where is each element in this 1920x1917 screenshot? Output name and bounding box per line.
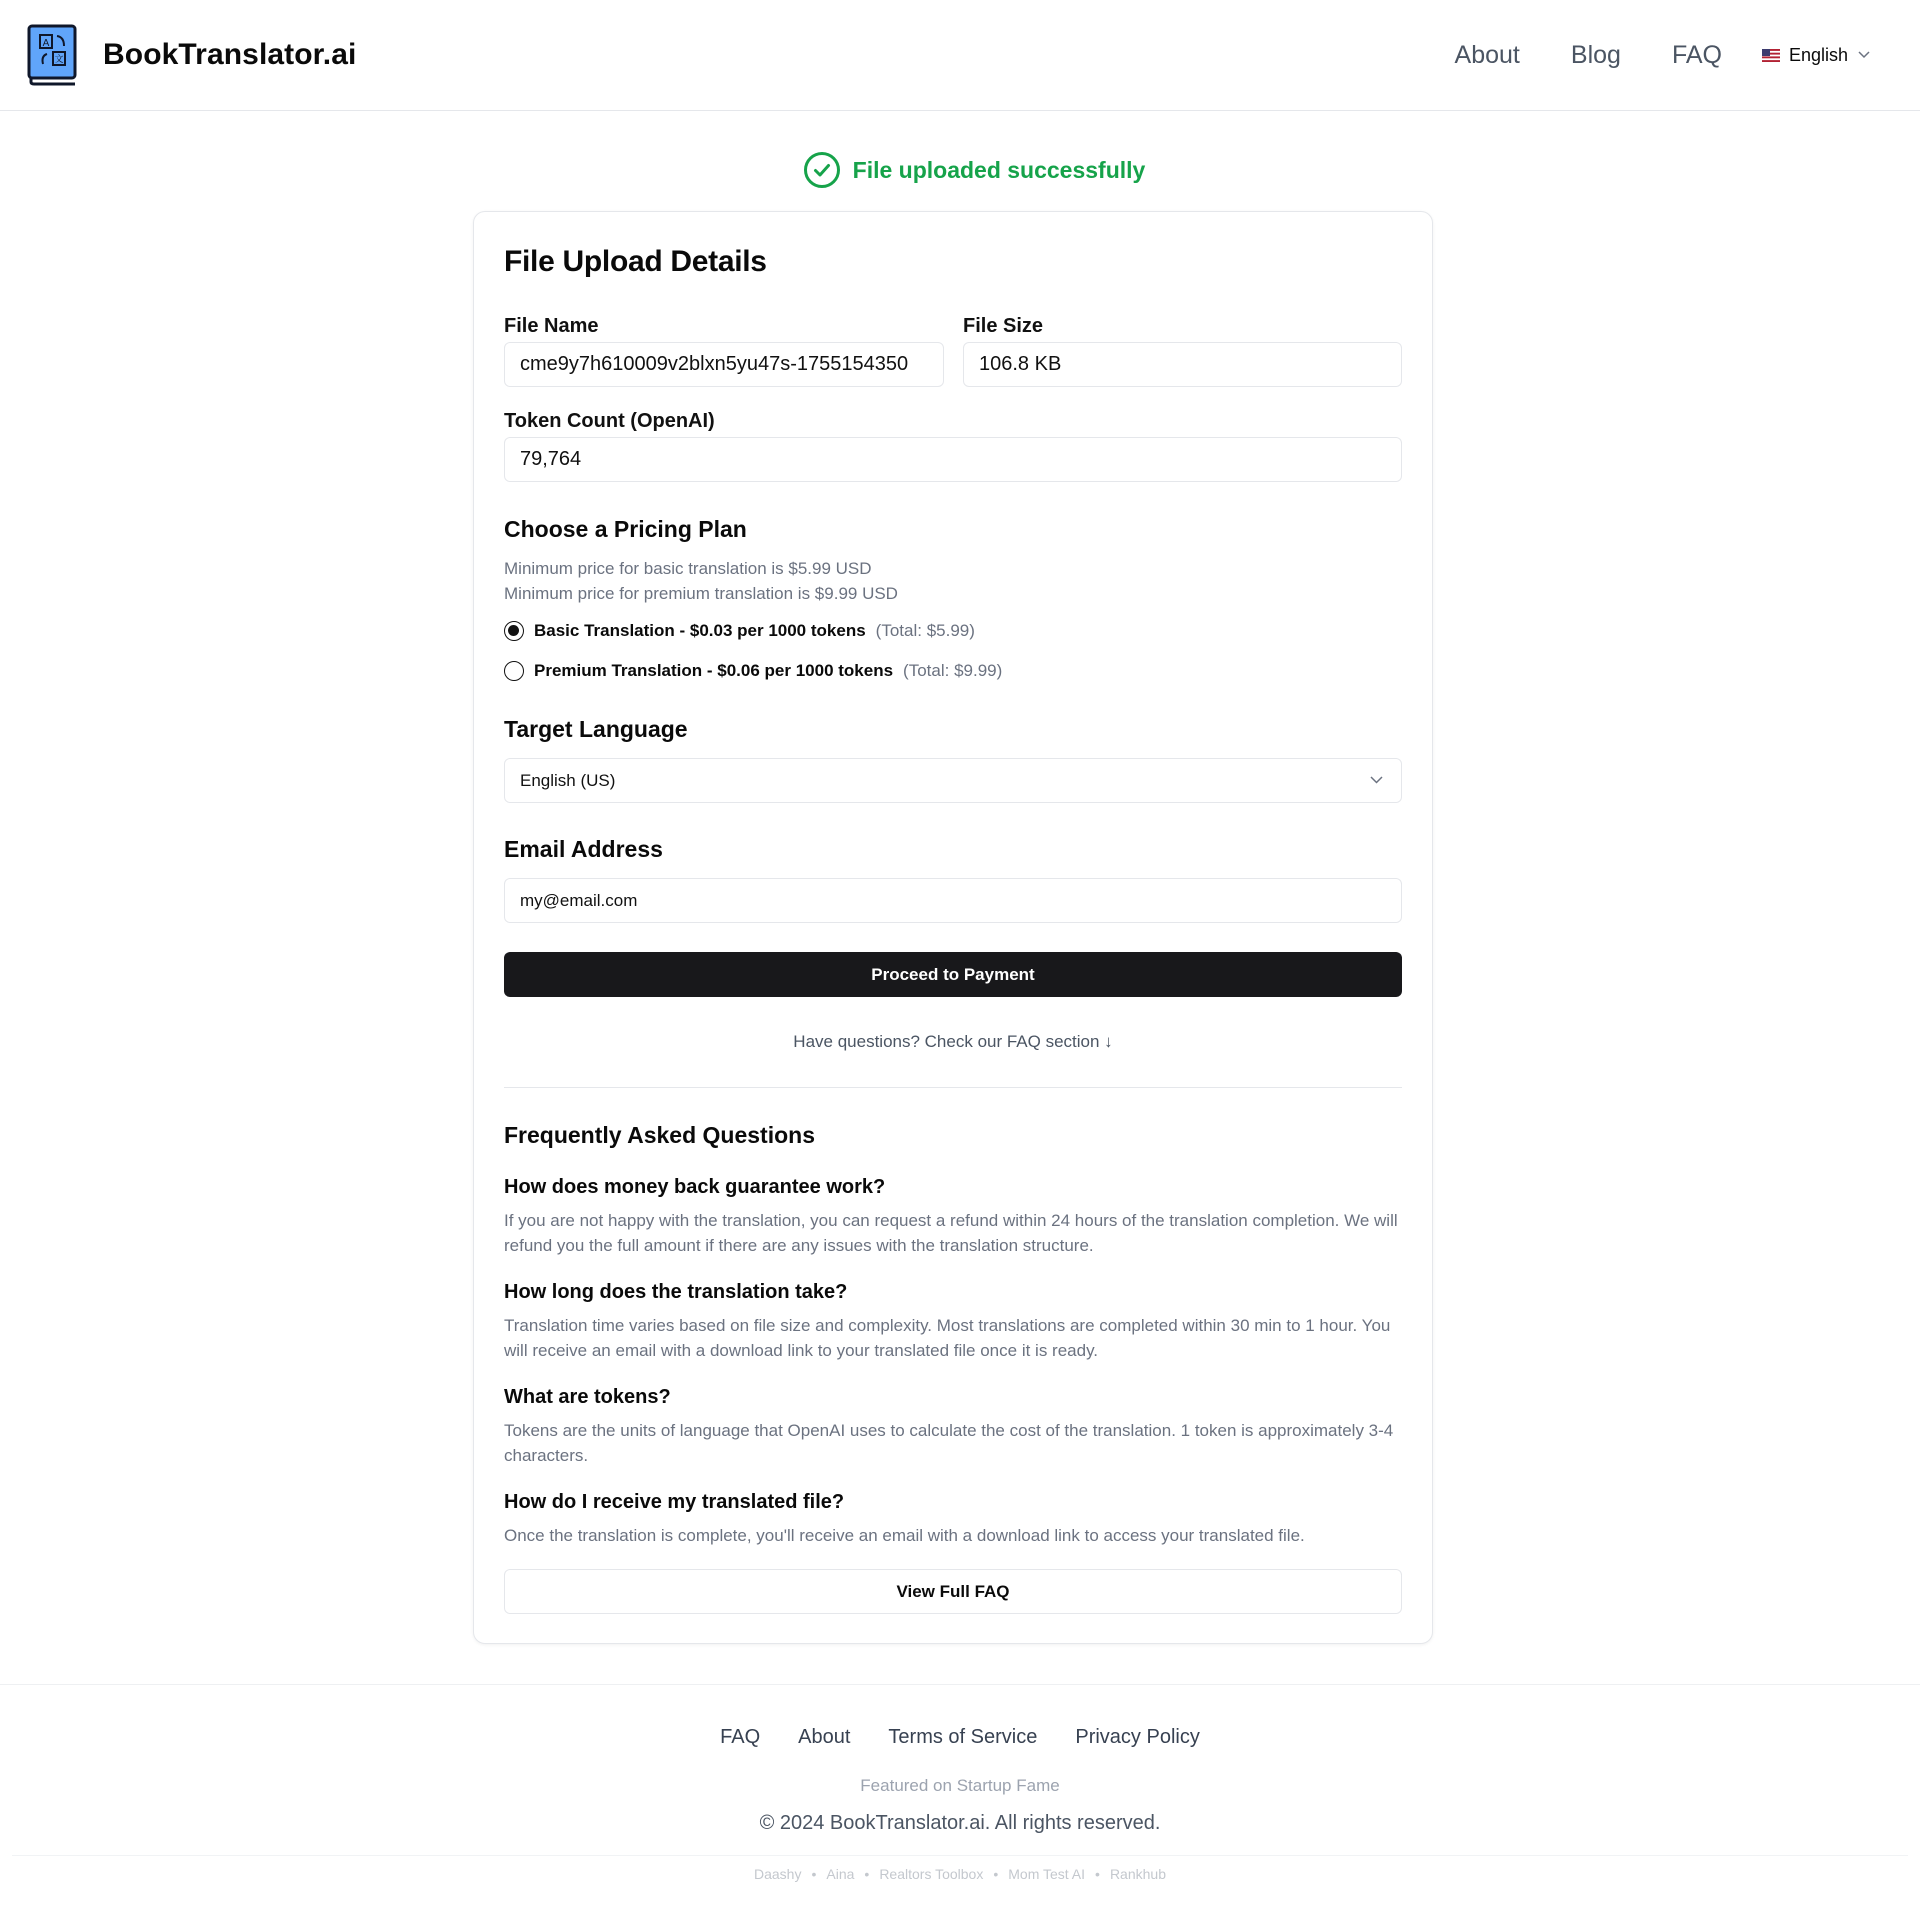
separator-dot: • bbox=[993, 1866, 999, 1882]
nav-blog[interactable]: Blog bbox=[1570, 40, 1621, 69]
upload-success-banner bbox=[0, 151, 1920, 189]
footer-divider bbox=[0, 1684, 1920, 1685]
book-translate-icon[interactable] bbox=[27, 24, 79, 86]
footer-link-privacy[interactable]: Privacy Policy bbox=[1075, 1726, 1200, 1748]
nav-faq[interactable]: FAQ bbox=[1671, 40, 1722, 69]
nav-about[interactable]: About bbox=[1454, 40, 1520, 69]
footer-links bbox=[0, 1726, 1920, 1749]
basic-plan-option[interactable] bbox=[504, 621, 975, 641]
separator-dot: • bbox=[1095, 1866, 1100, 1882]
file-name-label: File Name bbox=[504, 315, 599, 337]
partner-link[interactable]: Aina bbox=[826, 1866, 855, 1882]
card-title: File Upload Details bbox=[504, 245, 767, 278]
partner-link[interactable]: Realtors Toolbox bbox=[879, 1866, 984, 1882]
premium-plan-total: (Total: $9.99) bbox=[903, 661, 1003, 680]
copyright: © 2024 BookTranslator.ai. All rights reserved. bbox=[759, 1812, 1161, 1834]
faq-section-link[interactable]: Have questions? Check our FAQ section ↓ bbox=[793, 1032, 1113, 1051]
faq-answer: Translation time varies based on file size and complexity. Most translations are completed within 30 min to 1 hour. You will receive an email with a download link to your translated file once it is ready. bbox=[504, 1316, 1391, 1360]
separator-dot: • bbox=[864, 1866, 870, 1882]
email-heading: Email Address bbox=[504, 836, 663, 862]
email-input[interactable]: my@email.com bbox=[504, 878, 1402, 923]
site-header bbox=[0, 0, 1920, 111]
divider bbox=[504, 1087, 1402, 1088]
chevron-down-icon bbox=[1858, 51, 1870, 59]
svg-text:文: 文 bbox=[54, 55, 64, 65]
basic-plan-radio[interactable] bbox=[504, 621, 524, 641]
us-flag-icon bbox=[1762, 49, 1780, 62]
faq-answer: Tokens are the units of language that OpenAI uses to calculate the cost of the translation. 1 token is approximately 3-4 characters. bbox=[504, 1421, 1394, 1465]
footer-link-faq[interactable]: FAQ bbox=[720, 1726, 761, 1748]
brand-name[interactable]: BookTranslator.ai bbox=[103, 38, 357, 71]
faq-question: How do I receive my translated file? bbox=[504, 1491, 845, 1513]
partner-link[interactable]: Rankhub bbox=[1109, 1866, 1166, 1882]
faq-question: What are tokens? bbox=[504, 1386, 671, 1408]
language-label: English bbox=[1788, 44, 1848, 65]
faq-question: How does money back guarantee work? bbox=[504, 1176, 886, 1198]
faq-question: How long does the translation take? bbox=[504, 1281, 848, 1303]
file-size-field[interactable]: 106.8 KB bbox=[963, 342, 1402, 387]
faq-heading: Frequently Asked Questions bbox=[504, 1122, 815, 1148]
check-circle-icon bbox=[803, 151, 841, 189]
separator-dot: • bbox=[811, 1866, 817, 1882]
token-count-field[interactable]: 79,764 bbox=[504, 437, 1402, 482]
success-message: File uploaded successfully bbox=[852, 156, 1146, 183]
faq-answer: Once the translation is complete, you'll receive an email with a download link to access your translated file. bbox=[504, 1526, 1305, 1545]
view-full-faq-button[interactable]: View Full FAQ bbox=[504, 1569, 1402, 1614]
svg-text:A: A bbox=[42, 38, 50, 49]
premium-min-price-note: Minimum price for premium translation is $9.99 USD bbox=[504, 584, 898, 603]
pricing-heading: Choose a Pricing Plan bbox=[504, 516, 747, 542]
footer-link-terms[interactable]: Terms of Service bbox=[888, 1726, 1038, 1748]
basic-plan-total: (Total: $5.99) bbox=[875, 621, 975, 640]
file-upload-details-card bbox=[473, 211, 1433, 1644]
premium-plan-label: Premium Translation - $0.06 per 1000 tokens bbox=[534, 661, 894, 680]
footer-divider bbox=[12, 1855, 1908, 1856]
proceed-to-payment-button[interactable]: Proceed to Payment bbox=[504, 952, 1402, 997]
target-language-select[interactable] bbox=[504, 758, 1402, 803]
partner-link[interactable]: Daashy bbox=[754, 1866, 802, 1882]
language-selector[interactable] bbox=[1762, 45, 1870, 66]
target-language-heading: Target Language bbox=[504, 716, 688, 742]
target-language-value: English (US) bbox=[520, 770, 616, 790]
premium-plan-option[interactable] bbox=[504, 661, 1002, 681]
featured-badge-link[interactable]: Featured on Startup Fame bbox=[860, 1776, 1060, 1795]
footer-link-about[interactable]: About bbox=[798, 1726, 851, 1748]
file-name-field[interactable]: cme9y7h610009v2blxn5yu47s-1755154350 bbox=[504, 342, 944, 387]
partner-links bbox=[0, 1866, 1920, 1882]
basic-min-price-note: Minimum price for basic translation is $5.99 USD bbox=[504, 559, 872, 578]
partner-link[interactable]: Mom Test AI bbox=[1008, 1866, 1086, 1882]
premium-plan-radio[interactable] bbox=[504, 661, 524, 681]
main-nav bbox=[1404, 0, 1870, 110]
basic-plan-label: Basic Translation - $0.03 per 1000 tokens bbox=[534, 621, 866, 640]
token-count-label: Token Count (OpenAI) bbox=[504, 410, 715, 432]
faq-answer: If you are not happy with the translation, you can request a refund within 24 hours of the translation completion. We will refund you the full amount if there are any issues with the translation structure. bbox=[504, 1211, 1398, 1255]
chevron-down-icon bbox=[1370, 776, 1383, 784]
file-size-label: File Size bbox=[963, 315, 1044, 337]
